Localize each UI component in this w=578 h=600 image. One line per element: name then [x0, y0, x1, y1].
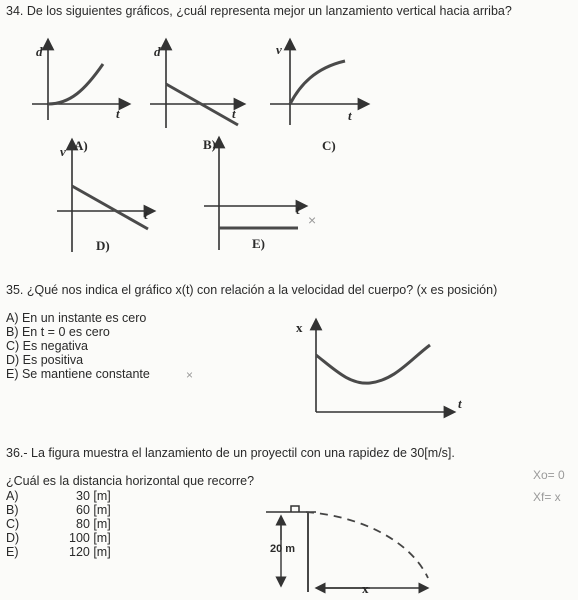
q35-option-a[interactable]: A) En un instante es cero [6, 311, 147, 325]
q36-option-a-value[interactable]: 30 [m] [76, 489, 111, 503]
q36-option-e-letter[interactable]: E) [6, 545, 19, 559]
graph-b [150, 44, 240, 128]
question-36-title: 36.- La figura muestra el lanzamiento de un proyectil con una rapidez de 30[m/s]. [6, 446, 455, 460]
q35-graph-y-label: x [296, 320, 303, 335]
q36-option-e-value[interactable]: 120 [m] [69, 545, 111, 559]
distance-label: x [362, 581, 369, 596]
q36-option-b-value[interactable]: 60 [m] [76, 503, 111, 517]
graph-a [32, 44, 125, 120]
q36-option-d-value[interactable]: 100 [m] [69, 531, 111, 545]
pencil-note-x0: Xo= 0 [533, 468, 565, 482]
graph-q35 [316, 324, 450, 412]
q36-option-c-value[interactable]: 80 [m] [76, 517, 111, 531]
graph-c-y-label: v [276, 42, 282, 57]
graph-a-label: A) [74, 138, 88, 153]
graph-e-x-label: t [296, 202, 300, 217]
graph-e [204, 142, 302, 250]
question-35-title: 35. ¿Qué nos indica el gráfico x(t) con relación a la velocidad del cuerpo? (x es posición) [6, 283, 498, 297]
question-34-title: 34. De los siguientes gráficos, ¿cuál representa mejor un lanzamiento vertical hacia arriba? [6, 4, 512, 18]
graph-e-label: E) [252, 236, 265, 251]
q34-pencil-mark: × [308, 212, 317, 228]
graph-d-label: D) [96, 238, 110, 253]
q36-option-a-letter[interactable]: A) [6, 489, 19, 503]
graph-c-label: C) [322, 138, 336, 153]
graph-d-y-label: v [60, 144, 66, 159]
q35-option-e[interactable]: E) Se mantiene constante [6, 367, 150, 381]
graph-a-y-label: d [36, 44, 43, 59]
graph-b-y-label: d [154, 44, 161, 59]
graph-c-x-label: t [348, 108, 352, 123]
q36-option-c-letter[interactable]: C) [6, 517, 20, 531]
graph-b-label: B) [203, 137, 216, 152]
q35-option-d[interactable]: D) Es positiva [6, 353, 84, 367]
graph-a-x-label: t [116, 106, 120, 121]
graph-d-x-label: t [144, 207, 148, 222]
q36-option-b-letter[interactable]: B) [6, 503, 19, 517]
q35-option-c[interactable]: C) Es negativa [6, 339, 88, 353]
q36-option-d-letter[interactable]: D) [6, 531, 20, 545]
q35-graph-x-label: t [458, 396, 462, 411]
height-label: 20 m [270, 543, 296, 555]
pencil-note-xf: Xf= x [533, 490, 561, 504]
q35-pencil-mark: × [186, 368, 194, 382]
question-36-question: ¿Cuál es la distancia horizontal que recorre? [6, 474, 255, 488]
q35-option-b[interactable]: B) En t = 0 es cero [6, 325, 110, 339]
graph-d [57, 144, 150, 252]
graph-b-x-label: t [232, 106, 236, 121]
